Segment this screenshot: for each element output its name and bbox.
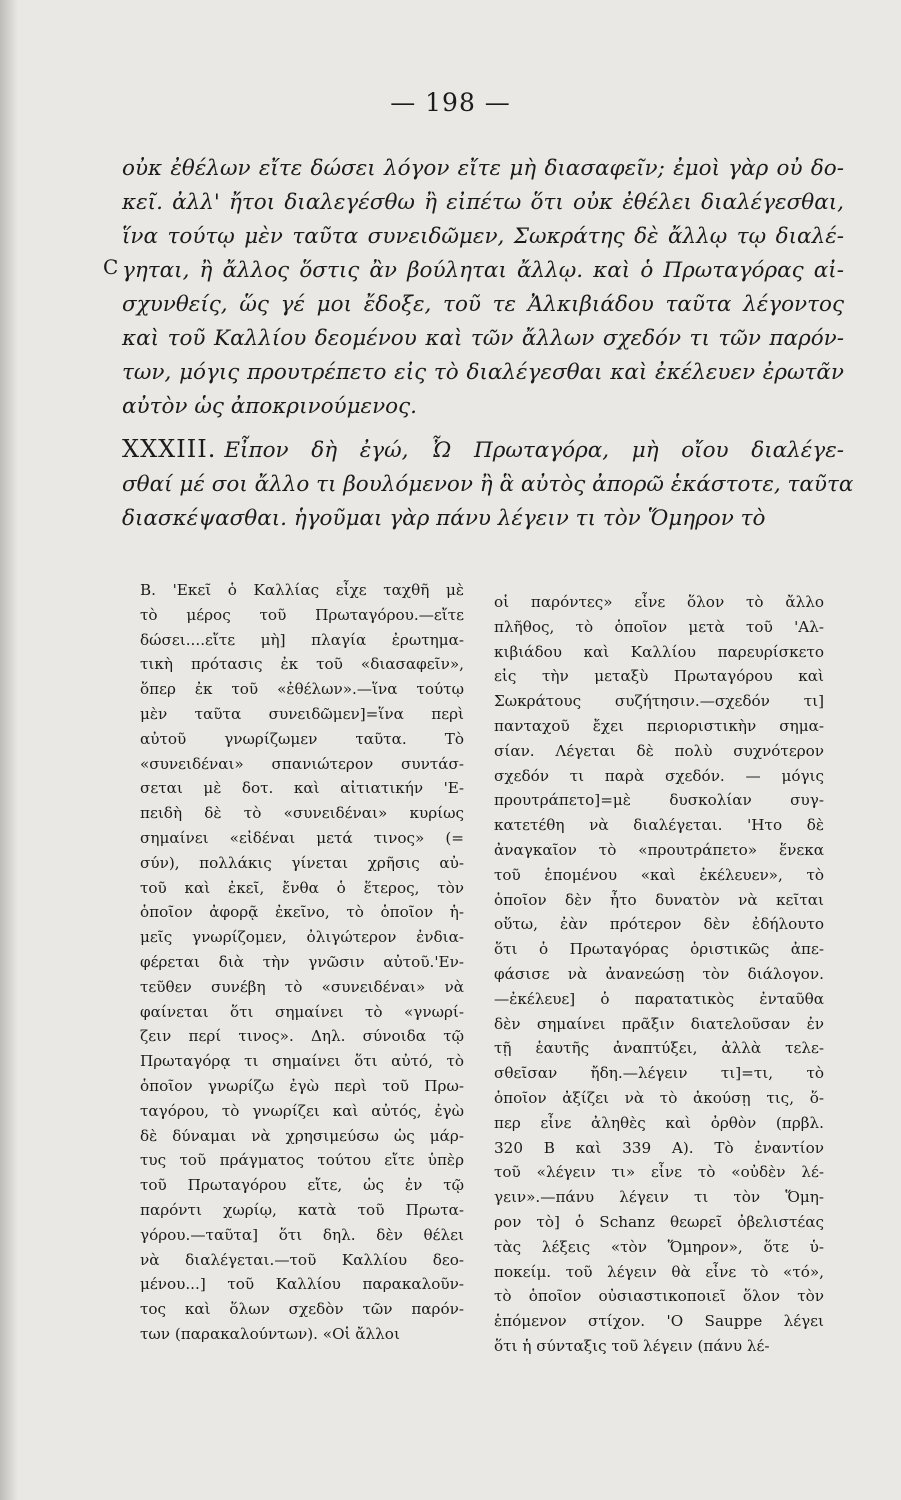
- chapter-text-line: διασκέψασθαι. ἡγοῦμαι γὰρ πάνυ λέγειν τι τὸν Ὅμηρον τὸ: [122, 506, 766, 531]
- commentary-left-column: [140, 578, 464, 1347]
- main-text-line: κεῖ. ἀλλ' ἤτοι διαλεγέσθω ἢ εἰπέτω ὅτι οὐκ ἐθέλει διαλέγεσθαι,: [122, 190, 844, 215]
- note-line: νὰ διαλέγεται.—τοῦ Καλλίου δεο-: [140, 1250, 464, 1269]
- note-line: ποκείμ. τοῦ λέγειν θὰ εἶνε τὸ «τό»,: [494, 1262, 824, 1281]
- note-line: σθεῖσαν ἤδη.—λέγειν τι]=τι, τὸ: [494, 1064, 824, 1083]
- margin-marker: C: [103, 255, 119, 279]
- note-line: ζειν περί τινος». Δηλ. σύνοιδα τῷ: [140, 1027, 464, 1046]
- note-line: οὕτω, ἐὰν πρότερον δὲν ἐδήλουτο: [494, 915, 824, 934]
- note-line: Σωκράτους συζήτησιν.—σχεδόν τι]: [494, 692, 824, 711]
- note-line: σχεδόν τι παρὰ σχεδόν. — μόγις: [494, 766, 824, 785]
- note-line: μεῖς γνωρίζομεν, ὀλιγώτερον ἐνδια-: [140, 928, 464, 947]
- note-line: σύν), πολλάκις γίνεται χρῆσις αὐ-: [140, 853, 464, 872]
- note-line: πλῆθος, τὸ ὁποῖον μετὰ τοῦ 'Αλ-: [494, 617, 824, 636]
- note-line: ὁποῖον γνωρίζω ἐγὼ περὶ τοῦ Πρω-: [140, 1076, 464, 1095]
- note-line: φαίνεται ὅτι σημαίνει τὸ «γνωρί-: [140, 1002, 464, 1021]
- main-text-line: ἵνα τούτῳ μὲν ταῦτα συνειδῶμεν, Σωκράτης δὲ ἄλλῳ τῳ διαλέ-: [122, 224, 844, 249]
- note-line: ἀναγκαῖον τὸ «προυτράπετο» ἕνεκα: [494, 840, 824, 859]
- note-line: τος καὶ ὅλων σχεδὸν τῶν παρόν-: [140, 1300, 464, 1319]
- note-line: ρον τὸ] ὁ Schanz θεωρεῖ ὀβελιστέας: [494, 1212, 824, 1231]
- note-line: τοῦ «λέγειν τι» εἶνε τὸ «οὐδὲν λέ-: [494, 1163, 824, 1182]
- main-text-line: αὐτὸν ὡς ἀποκρινούμενος.: [122, 394, 417, 419]
- note-line: εἰς τὴν μεταξὺ Πρωταγόρου καὶ: [494, 667, 824, 686]
- note-line: πανταχοῦ ἔχει περιοριστικὴν σημα-: [494, 716, 824, 735]
- note-line: μένου...] τοῦ Καλλίου παρακαλοῦν-: [140, 1275, 464, 1294]
- note-line: τὸ ὁποῖον οὐσιαστικοποιεῖ ὅλον τὸν: [494, 1287, 824, 1306]
- note-line: περ εἶνε ἀληθὲς καὶ ὀρθὸν (πρβλ.: [494, 1113, 824, 1132]
- page-number: — 198 —: [390, 88, 511, 117]
- note-line: φάσισε νὰ ἀνανεώσῃ τὸν διάλογον.: [494, 964, 824, 983]
- note-line: τῇ ἑαυτῆς ἀναπτύξει, ἀλλὰ τελε-: [494, 1039, 824, 1058]
- main-text-line: γηται, ἢ ἄλλος ὅστις ἂν βούληται ἄλλῳ. καὶ ὁ Πρωταγόρας αἰ-: [122, 258, 844, 283]
- note-line: ὅτι ὁ Πρωταγόρας ὁριστικῶς ἀπε-: [494, 940, 824, 959]
- note-line: κατετέθη νὰ διαλέγεται. 'Ητο δὲ: [494, 816, 824, 835]
- note-line: δὲν σημαίνει πρᾶξιν διατελοῦσαν ἐν: [494, 1014, 824, 1033]
- note-line: σεται μὲ δοτ. καὶ αἰτιατικήν 'Ε-: [140, 779, 464, 798]
- main-text-line: οὐκ ἐθέλων εἴτε δώσει λόγον εἴτε μὴ διασαφεῖν; ἐμοὶ γὰρ οὐ δο-: [122, 156, 844, 181]
- note-line: ὁποῖον ἀξίζει νὰ τὸ ἀκούσῃ τις, ὅ-: [494, 1088, 824, 1107]
- note-line: γόρου.—ταῦτα] ὅτι δηλ. δὲν θέλει: [140, 1225, 464, 1244]
- note-line: B. 'Εκεῖ ὁ Καλλίας εἶχε ταχθῆ μὲ: [140, 581, 464, 599]
- note-line: 320 B καὶ 339 A). Τὸ ἐναντίον: [494, 1138, 824, 1157]
- note-line: σίαν. Λέγεται δὲ πολὺ συχνότερον: [494, 741, 824, 760]
- note-line: κιβιάδου καὶ Καλλίου παρευρίσκετο: [494, 642, 824, 661]
- note-line: ὁποῖον ἀφορᾷ ἐκεῖνο, τὸ ὁποῖον ἡ-: [140, 903, 464, 922]
- commentary-right-column: [494, 590, 824, 1359]
- note-line: τεῦθεν συνέβη τὸ «συνειδέναι» νὰ: [140, 977, 464, 996]
- note-line: τοῦ ἑπομένου «καὶ ἐκέλευεν», τὸ: [494, 865, 824, 884]
- note-line: γειν».—πάνυ λέγειν τι τὸν Ὅμη-: [494, 1188, 824, 1207]
- main-text-line: σχυνθείς, ὥς γέ μοι ἔδοξε, τοῦ τε Ἀλκιβιάδου ταῦτα λέγοντος: [122, 292, 844, 317]
- scan-edge-shadow: [0, 0, 18, 1500]
- note-line: αὐτοῦ γνωρίζωμεν ταῦτα. Τὸ: [140, 729, 464, 748]
- note-line: δώσει....εἴτε μὴ] πλαγία ἐρωτημα-: [140, 630, 464, 649]
- note-line: ταγόρου, τὸ γνωρίζει καὶ αὐτός, ἐγὼ: [140, 1101, 464, 1120]
- note-line: τικὴ πρότασις ἐκ τοῦ «διασαφεῖν»,: [140, 655, 464, 674]
- note-line: παρόντι χωρίῳ, κατὰ τοῦ Πρωτα-: [140, 1200, 464, 1219]
- note-line: ἑπόμενον στίχον. 'Ο Sauppe λέγει: [494, 1312, 824, 1331]
- note-line: ὅτι ἡ σύνταξις τοῦ λέγειν (πάνυ λέ-: [494, 1336, 770, 1355]
- note-line: ὁποῖον δὲν ἦτο δυνατὸν νὰ κεῖται: [494, 890, 824, 909]
- chapter-text-line: σθαί μέ σοι ἄλλο τι βουλόμενον ἢ ἃ αὐτὸς ἀπορῶ ἑκάστοτε, ταῦτα: [122, 472, 854, 497]
- note-line: προυτράπετο]=μὲ δυσκολίαν συγ-: [494, 791, 824, 810]
- note-line: φέρεται διὰ τὴν γνῶσιν αὐτοῦ.'Εν-: [140, 952, 464, 971]
- note-line: τυς τοῦ πράγματος τούτου εἴτε ὑπὲρ: [140, 1151, 464, 1170]
- note-line: των (παρακαλούντων). «Οἱ ἄλλοι: [140, 1324, 400, 1343]
- note-line: Πρωταγόρᾳ τι σημαίνει ὅτι αὐτό, τὸ: [140, 1052, 464, 1071]
- chapter-first-line: [122, 432, 844, 468]
- note-line: —ἐκέλευε] ὁ παρατατικὸς ἐνταῦθα: [494, 989, 824, 1008]
- note-line: πειδὴ δὲ τὸ «συνειδέναι» κυρίως: [140, 804, 464, 823]
- note-line: οἱ παρόντες» εἶνε ὅλον τὸ ἄλλο: [494, 593, 824, 611]
- main-text-line: καὶ τοῦ Καλλίου δεομένου καὶ τῶν ἄλλων σχεδόν τι τῶν παρόν-: [122, 326, 844, 351]
- note-line: τοῦ Πρωταγόρου εἴτε, ὡς ἐν τῷ: [140, 1176, 464, 1195]
- main-greek-text: [122, 152, 854, 536]
- note-line: μὲν ταῦτα συνειδῶμεν]=ἵνα περὶ: [140, 704, 464, 723]
- chapter-number: XXXIII.: [122, 435, 217, 463]
- note-line: σημαίνει «εἰδέναι μετά τινος» (=: [140, 828, 464, 847]
- note-line: τὸ μέρος τοῦ Πρωταγόρου.—εἴτε: [140, 605, 464, 624]
- note-line: τὰς λέξεις «τὸν Ὅμηρον», ὅτε ὑ-: [494, 1237, 824, 1256]
- note-line: «συνειδέναι» σπανιώτερον συντάσ-: [140, 754, 464, 773]
- main-text-line: των, μόγις προυτρέπετο εἰς τὸ διαλέγεσθαι καὶ ἐκέλευεν ἐρωτᾶν: [122, 360, 844, 385]
- note-line: δὲ δύναμαι νὰ χρησιμεύσω ὡς μάρ-: [140, 1126, 464, 1145]
- chapter-line-text: Εἶπον δὴ ἐγώ, Ὦ Πρωταγόρα, μὴ οἴου διαλέγε-: [224, 438, 844, 463]
- note-line: τοῦ καὶ ἐκεῖ, ἔνθα ὁ ἕτερος, τὸν: [140, 878, 464, 897]
- note-line: ὅπερ ἐκ τοῦ «ἐθέλων».—ἵνα τούτῳ: [140, 680, 464, 699]
